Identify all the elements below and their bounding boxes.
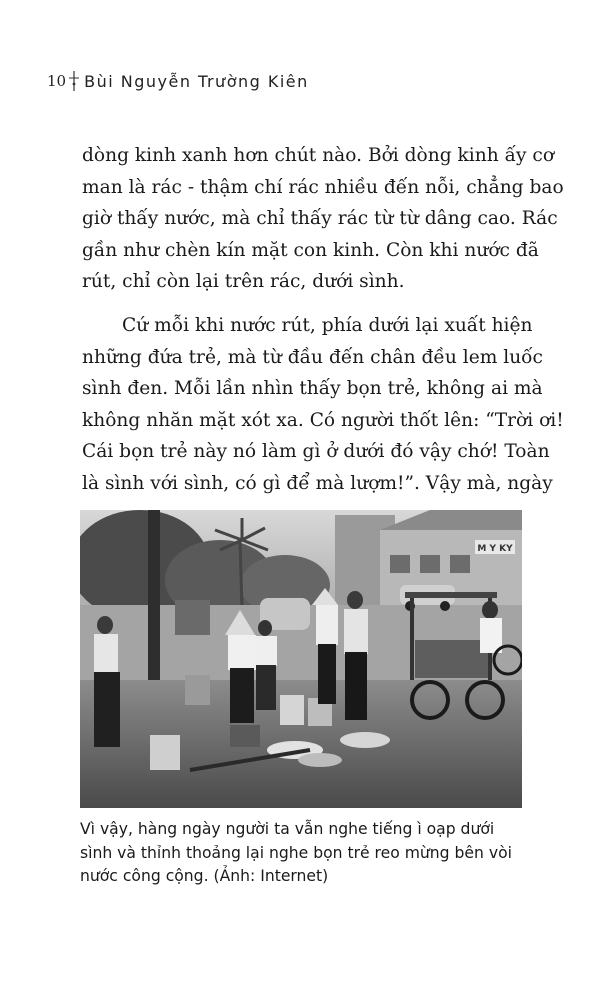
text-line: man là rác - thậm chí rác nhiều đến nỗi, chẳng bao <box>82 176 564 198</box>
caption-line: Vì vậy, hàng ngày người ta vẫn nghe tiếng ì oạp dưới <box>80 820 495 838</box>
text-line: không nhăn mặt xót xa. Có người thốt lên: “Trời ơi! <box>82 409 564 431</box>
body-text <box>82 140 564 500</box>
text-line: rút, chỉ còn lại trên rác, dưới sình. <box>82 271 405 293</box>
photo-caption <box>80 818 530 889</box>
text-line: giờ thấy nước, mà chỉ thấy rác từ từ dâng cao. Rác <box>82 208 558 230</box>
text-line: dòng kinh xanh hơn chút nào. Bởi dòng kinh ấy cơ <box>82 145 555 166</box>
caption-line: sình và thỉnh thoảng lại nghe bọn trẻ reo mừng bên vòi <box>80 843 512 862</box>
photo-illustration <box>80 510 522 808</box>
text-line: những đứa trẻ, mà từ đầu đến chân đều lem luốc <box>82 346 543 368</box>
text-line: gần như chèn kín mặt con kinh. Còn khi nước đã <box>82 239 539 261</box>
caption-line: nước công cộng. (Ảnh: Internet) <box>80 867 329 885</box>
text-line: là sình với sình, có gì để mà lượm!”. Vậy mà, ngày <box>82 472 553 494</box>
book-author: Bùi Nguyễn Trường Kiên <box>84 71 309 91</box>
paragraph-2 <box>82 310 564 500</box>
paragraph-1 <box>82 140 564 298</box>
street-scene-photo <box>80 510 522 808</box>
ornament-divider-icon <box>68 70 80 92</box>
page-number: 10 <box>47 72 67 90</box>
text-line: Cái bọn trẻ này nó làm gì ở dưới đó vậy chớ! Toàn <box>82 441 550 463</box>
text-line: sình đen. Mỗi lần nhìn thấy bọn trẻ, không ai mà <box>82 378 543 400</box>
running-header <box>47 68 309 94</box>
text-line: Cứ mỗi khi nước rút, phía dưới lại xuất hiện <box>122 314 533 336</box>
shop-sign-text: M Y KY <box>477 544 513 554</box>
